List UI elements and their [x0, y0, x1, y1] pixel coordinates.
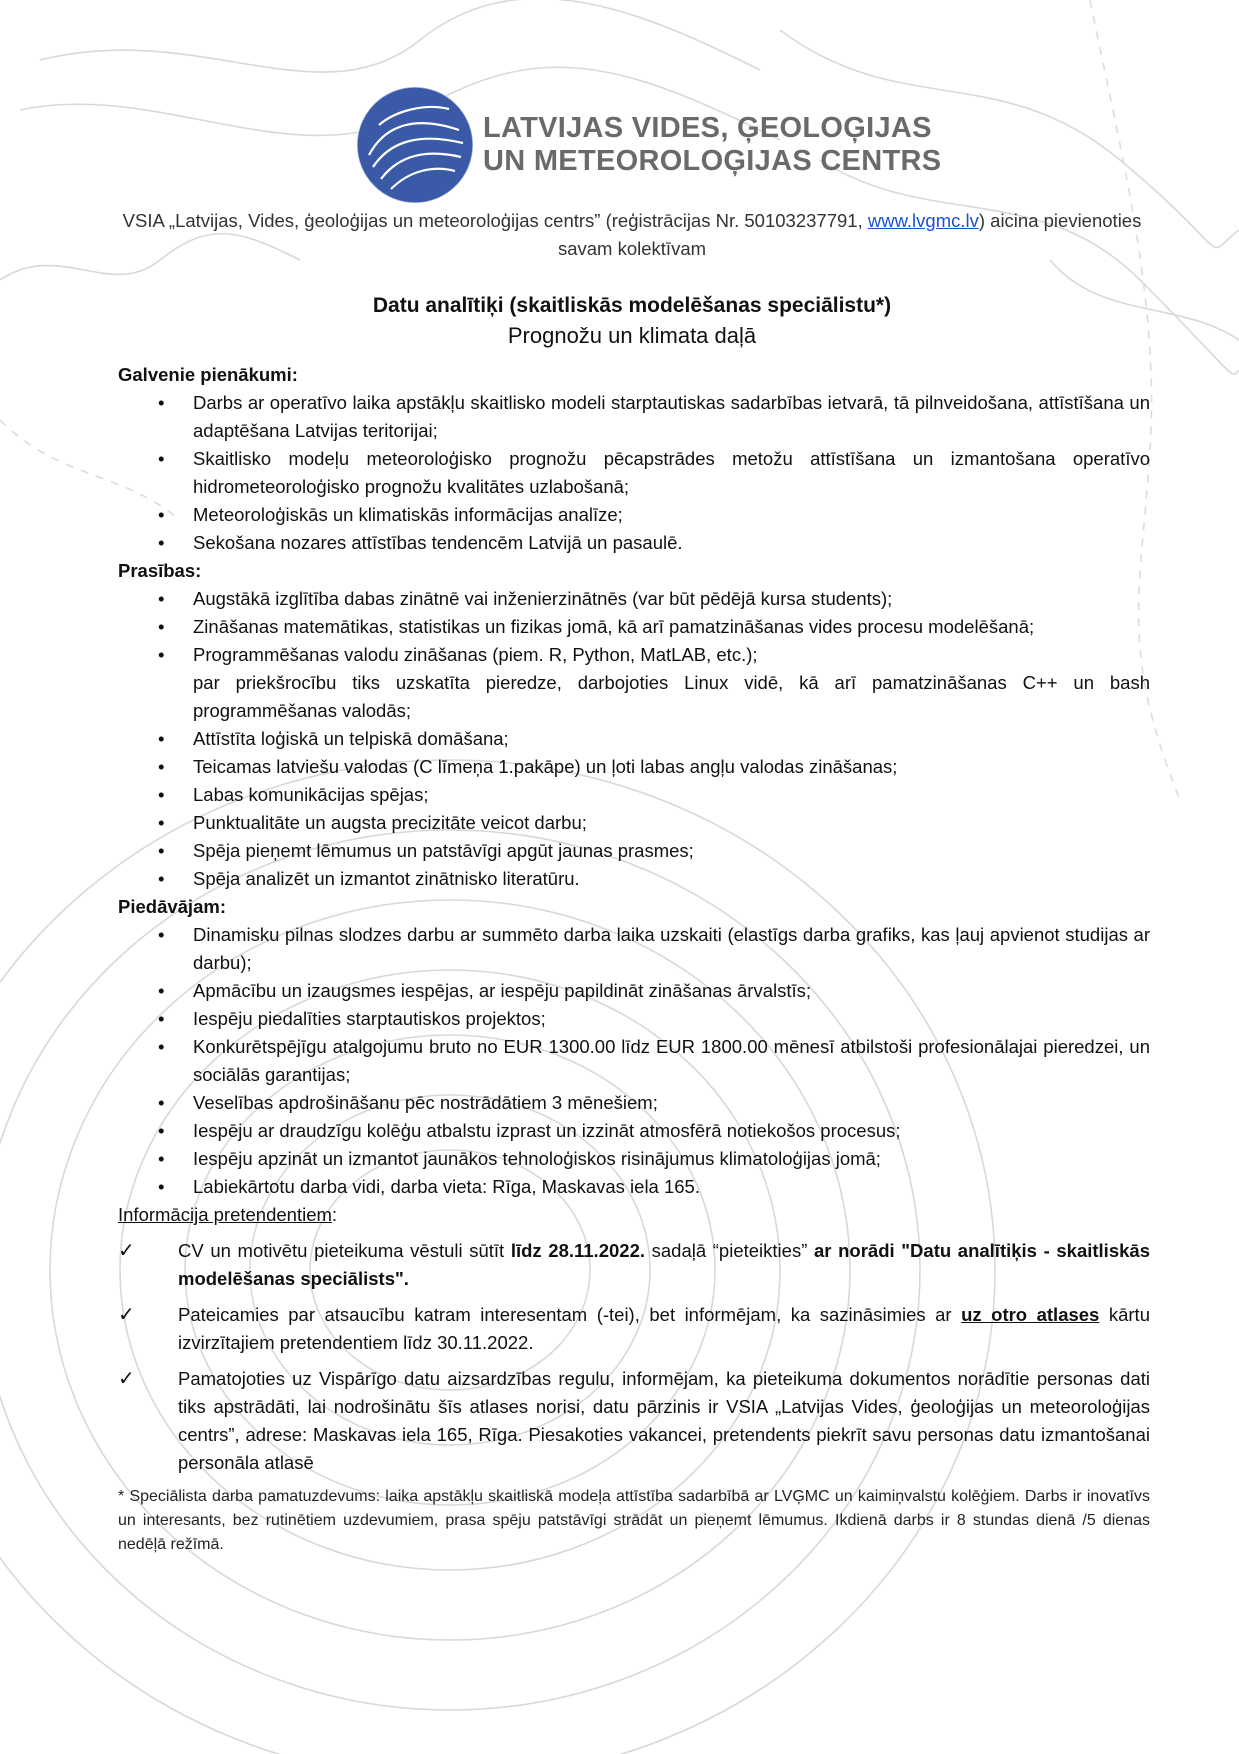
list-item: • Sekošana nozares attīstības tendencēm Latvijā un pasaulē.: [118, 529, 1150, 557]
bullet-icon: •: [158, 1148, 165, 1169]
checkmark-icon: ✓: [118, 1368, 135, 1390]
job-department: Prognožu un klimata daļā: [507, 323, 757, 348]
bullet-icon: •: [158, 616, 165, 637]
list-item: • Dinamisku pilnas slodzes darbu ar summēto darba laika uzskaiti (elastīgs darba grafiks, kas ļauj apvienot studijas ar darbu);: [118, 921, 1150, 977]
bullet-icon: •: [158, 728, 165, 749]
list-item: • Teicamas latviešu valodas (C līmeņa 1.pakāpe) un ļoti labas angļu valodas zināšanas;: [118, 753, 1150, 781]
programming-advantage-note: par priekšrocību tiks uzskatīta pieredze, darbojoties Linux vidē, kā arī pamatzināšanas C++ un bash programmēšanas valodās;: [193, 672, 1150, 721]
info-item-deadline: ✓ CV un motivētu pieteikuma vēstuli sūtīt līdz 28.11.2022. sadaļā “pieteikties” ar norādi "Datu analītiķis - skaitliskās modelēšanas speciālists".: [118, 1237, 1150, 1293]
footnote: * Speciālista darba pamatuzdevums: laika apstākļu skaitliskā modeļa attīstība sadarbībā ar LVĢMC un kaimiņvalstu kolēģiem. Darbs ir inovatīvs un interesants, bez rutinētiem uzdevumiem, prasa spēju patstāvīgi strādāt un pieņemt lēmumus. Ikdienā darbs ir 8 stundas dienā /5 dienas nedēļā režīmā.: [118, 1488, 1150, 1553]
bullet-icon: •: [158, 840, 165, 861]
list-item: • Spēja pieņemt lēmumus un patstāvīgi apgūt jaunas prasmes;: [118, 837, 1150, 865]
list-item: • Iespēju apzināt un izmantot jaunākos tehnoloģiskos risinājumus klimatoloģijas jomā;: [118, 1145, 1150, 1173]
bullet-icon: •: [158, 1092, 165, 1113]
bullet-icon: •: [158, 644, 165, 665]
intro-paragraph: [118, 207, 1146, 263]
list-item: • Zināšanas matemātikas, statistikas un fizikas jomā, kā arī pamatzināšanas vides procesu modelēšanā;: [118, 613, 1150, 641]
bullet-icon: •: [158, 588, 165, 609]
list-item: • Meteoroloģiskās un klimatiskās informācijas analīze;: [118, 501, 1150, 529]
bullet-icon: •: [158, 448, 165, 469]
list-item: • Programmēšanas valodu zināšanas (piem. R, Python, MatLAB, etc.); par priekšrocību tiks uzskatīta pieredze, darbojoties Linux vidē, kā arī pamatzināšanas C++ un bash programmēšanas valodās;: [118, 641, 1150, 725]
bullet-icon: •: [158, 756, 165, 777]
list-item: • Punktualitāte un augsta precizitāte veicot darbu;: [118, 809, 1150, 837]
requirements-heading: Prasības:: [118, 560, 202, 581]
intro-text-before: VSIA „Latvijas, Vides, ģeoloģijas un meteoroloģijas centrs” (reģistrācijas Nr. 50103237791,: [122, 210, 868, 231]
bullet-icon: •: [158, 1036, 165, 1057]
posting-body: [118, 361, 1150, 1557]
bullet-icon: •: [158, 532, 165, 553]
job-title: Datu analītiķi (skaitliskās modelēšanas speciālistu*): [372, 294, 892, 317]
list-item: • Apmācību un izaugsmes iespējas, ar iespēju papildināt zināšanas ārvalstīs;: [118, 977, 1150, 1005]
website-link[interactable]: www.lvgmc.lv: [867, 210, 979, 231]
bullet-icon: •: [158, 784, 165, 805]
list-item: • Augstākā izglītība dabas zinātnē vai inženierzinātnēs (var būt pēdējā kursa students);: [118, 585, 1150, 613]
offer-list: [118, 921, 1150, 1201]
bullet-icon: •: [158, 1176, 165, 1197]
bullet-icon: •: [158, 1008, 165, 1029]
list-item: • Iespēju piedalīties starptautiskos projektos;: [118, 1005, 1150, 1033]
checkmark-icon: ✓: [118, 1304, 135, 1326]
list-item: • Skaitlisko modeļu meteoroloģisko prognožu pēcapstrādes metožu attīstīšana un izmantošana operatīvo hidrometeoroloģisko prognožu kvalitātes uzlabošanā;: [118, 445, 1150, 501]
offer-heading: Piedāvājam:: [118, 896, 226, 917]
list-item: • Iespēju ar draudzīgu kolēģu atbalstu izprast un izzināt atmosfērā notiekošos procesus;: [118, 1117, 1150, 1145]
intro-text-after: ) aicina pievienoties savam kolektīvam: [557, 210, 1142, 259]
list-item: • Labiekārtotu darba vidi, darba vieta: Rīga, Maskavas iela 165.: [118, 1173, 1150, 1201]
list-item: • Konkurētspējīgu atalgojumu bruto no EUR 1300.00 līdz EUR 1800.00 mēnesī atbilstoši profesionālajai pieredzei, un sociālās garantijas;: [118, 1033, 1150, 1089]
bullet-icon: •: [158, 980, 165, 1001]
duties-list: [118, 389, 1150, 557]
logo-text-line1: LATVIJAS VIDES, ĢEOLOĢIJAS: [483, 112, 932, 144]
bullet-icon: •: [158, 868, 165, 889]
list-item: • Veselības apdrošināšanu pēc nostrādātiem 3 mēnešiem;: [118, 1089, 1150, 1117]
duties-heading: Galvenie pienākumi:: [118, 364, 298, 385]
bullet-icon: •: [158, 392, 165, 413]
info-item-data-protection: ✓ Pamatojoties uz Vispārīgo datu aizsardzības regulu, informējam, ka pieteikuma dokumentos norādītie personas dati tiks apstrādāti, lai nodrošinātu šīs atlases norisi, datu pārzinis ir VSIA „Latvijas Vides, ģeoloģijas un meteoroloģijas centrs”, adrese: Maskavas iela 165, Rīga. Piesakoties vakancei, pretendents piekrīt savu personas datu izmantošanai personāla atlasē: [118, 1365, 1150, 1477]
bullet-icon: •: [158, 924, 165, 945]
organization-logo: [355, 85, 941, 205]
requirements-list: [118, 585, 1150, 893]
globe-logo-icon: [355, 85, 475, 205]
list-item: • Spēja analizēt un izmantot zinātnisko literatūru.: [118, 865, 1150, 893]
bullet-icon: •: [158, 812, 165, 833]
list-item: • Attīstīta loģiskā un telpiskā domāšana;: [118, 725, 1150, 753]
bullet-icon: •: [158, 504, 165, 525]
list-item: • Darbs ar operatīvo laika apstākļu skaitlisko modeli starptautiskas sadarbības ietvarā, tā pilnveidošana, attīstīšana un adaptēšana Latvijas teritorijai;: [118, 389, 1150, 445]
bullet-icon: •: [158, 1120, 165, 1141]
list-item: • Labas komunikācijas spējas;: [118, 781, 1150, 809]
info-item-selection: ✓ Pateicamies par atsaucību katram interesentam (-tei), bet informējam, ka sazināsimies ar uz otro atlases kārtu izvirzītajiem pretendentiem līdz 30.11.2022.: [118, 1301, 1150, 1357]
logo-text-line2: UN METEOROLOĢIJAS CENTRS: [483, 145, 942, 177]
checkmark-icon: ✓: [118, 1240, 135, 1262]
info-heading: Informācija pretendentiem:: [118, 1204, 338, 1225]
